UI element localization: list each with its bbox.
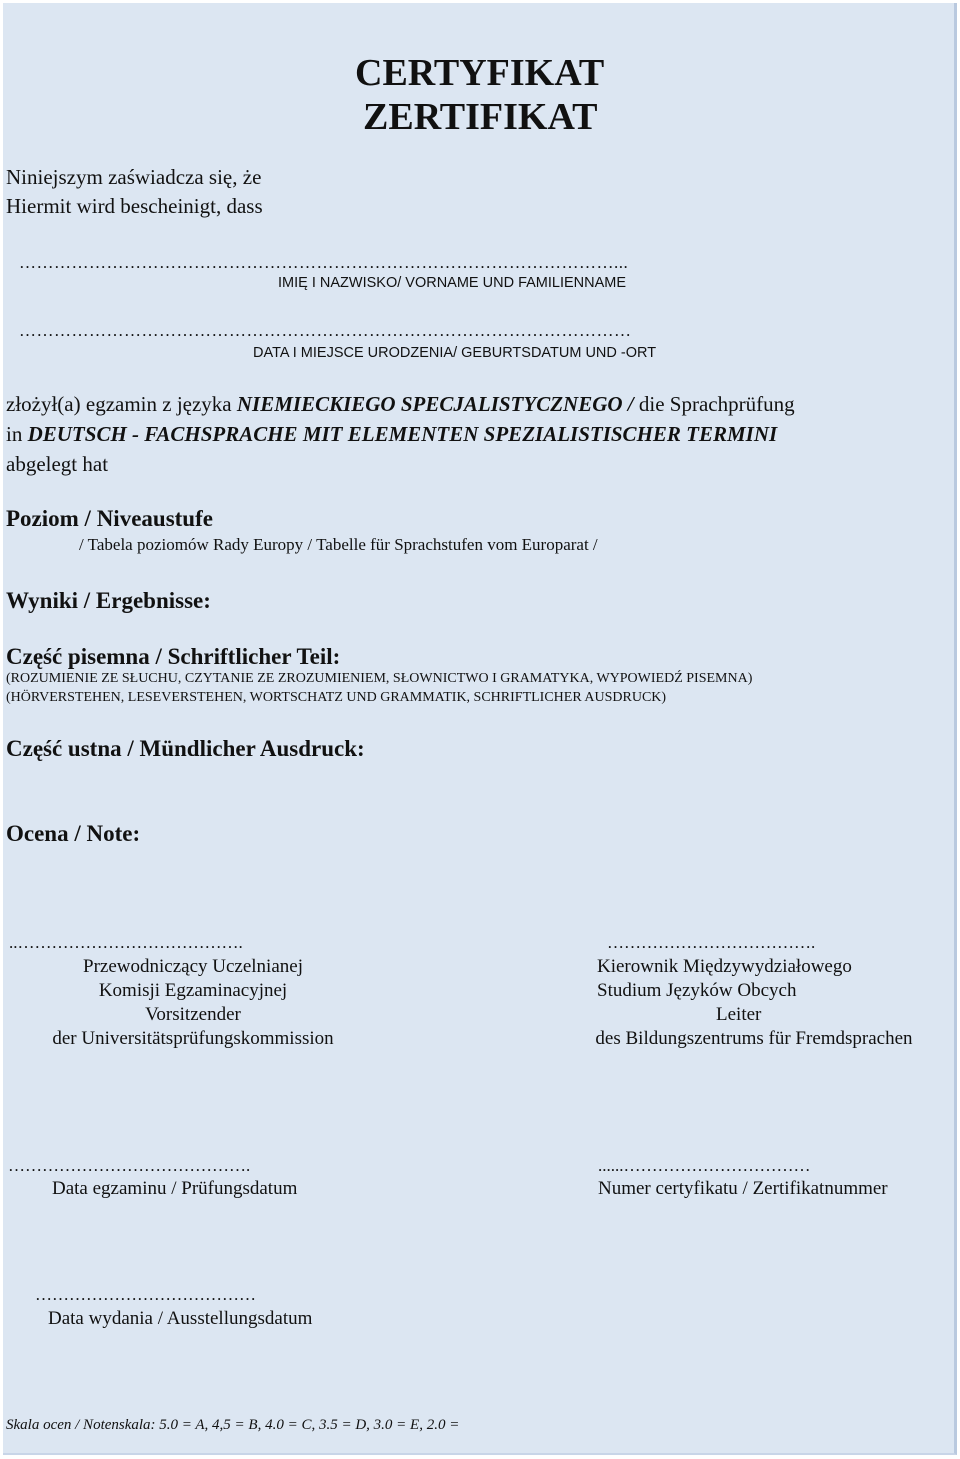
exam-date-line: ……………………………………. xyxy=(8,1156,251,1175)
exam-statement-line1: złożył(a) egzamin z języka NIEMIECKIEGO SPECJALISTYCZNEGO / die Sprachprüfung xyxy=(6,392,795,416)
results-heading: Wyniki / Ergebnisse: xyxy=(6,588,211,613)
certificate-page xyxy=(3,3,957,1455)
birth-field-label: DATA I MIEJSCE URODZENIA/ GEBURTSDATUM UND -ORT xyxy=(253,345,657,361)
intro-pl: Niniejszym zaświadcza się, że xyxy=(6,165,262,189)
grading-scale-label: Skala ocen / Notenskala: xyxy=(6,1417,156,1433)
exam-statement-line2: in DEUTSCH - FACHSPRACHE MIT ELEMENTEN SPEZIALISTISCHER TERMINI xyxy=(6,422,778,446)
chair-signature-block xyxy=(23,955,363,1051)
issue-date-line: ………………………………… xyxy=(35,1285,256,1304)
grading-scale xyxy=(6,1417,459,1434)
head-title-line2: Studium Języków Obcych xyxy=(597,980,797,1001)
oral-part-heading: Część ustna / Mündlicher Ausdruck: xyxy=(6,736,365,761)
name-dotted-line: …………………………………………………………………………………………... xyxy=(19,253,629,272)
intro-de: Hiermit wird bescheinigt, dass xyxy=(6,194,263,218)
exam-statement-line3: abgelegt hat xyxy=(6,452,109,476)
chair-signature-line: ..…………………………………. xyxy=(9,933,243,952)
issue-date-label: Data wydania / Ausstellungsdatum xyxy=(48,1308,313,1329)
written-part-heading: Część pisemna / Schriftlicher Teil: xyxy=(6,644,341,669)
certificate-number-line: ......…………………………… xyxy=(598,1156,811,1175)
title-pl: CERTYFIKAT xyxy=(355,52,605,94)
head-title-line3: Leiter xyxy=(716,1004,762,1025)
chair-title-line3: Vorsitzender xyxy=(145,1004,241,1025)
written-part-skills-pl: (ROZUMIENIE ZE SŁUCHU, CZYTANIE ZE ZROZUMIENIEM, SŁOWNICTWO I GRAMATYKA, WYPOWIEDŹ PISEMNA) xyxy=(6,671,753,686)
certificate-number-label: Numer certyfikatu / Zertifikatnummer xyxy=(598,1178,888,1199)
level-subtitle: / Tabela poziomów Rady Europy / Tabelle für Sprachstufen vom Europarat / xyxy=(79,535,598,554)
head-title-line4: des Bildungszentrums für Fremdsprachen xyxy=(595,1028,913,1049)
birth-dotted-line: …………………………………………………………………………………………… xyxy=(19,321,632,340)
grade-heading: Ocena / Note: xyxy=(6,821,141,846)
written-part-skills-de: (HÖRVERSTEHEN, LESEVERSTEHEN, WORTSCHATZ UND GRAMMATIK, SCHRIFTLICHER AUSDRUCK) xyxy=(6,690,667,705)
name-field-label: IMIĘ I NAZWISKO/ VORNAME UND FAMILIENNAME xyxy=(278,275,627,291)
chair-title-line4: der Universitätsprüfungskommission xyxy=(52,1028,334,1049)
title-de: ZERTIFIKAT xyxy=(363,96,598,138)
head-signature-line: ………………………………. xyxy=(607,933,816,952)
grading-scale-values: 5.0 = A, 4,5 = B, 4.0 = C, 3.5 = D, 3.0 = E, 2.0 = xyxy=(159,1417,460,1433)
chair-title-line1: Przewodniczący Uczelnianej xyxy=(83,956,303,977)
level-heading: Poziom / Niveaustufe xyxy=(6,506,213,531)
head-signature-block xyxy=(569,955,939,1051)
chair-title-line2: Komisji Egzaminacyjnej xyxy=(98,980,288,1001)
exam-date-label: Data egzaminu / Prüfungsdatum xyxy=(52,1178,298,1199)
head-title-line1: Kierownik Międzywydziałowego xyxy=(597,956,852,977)
